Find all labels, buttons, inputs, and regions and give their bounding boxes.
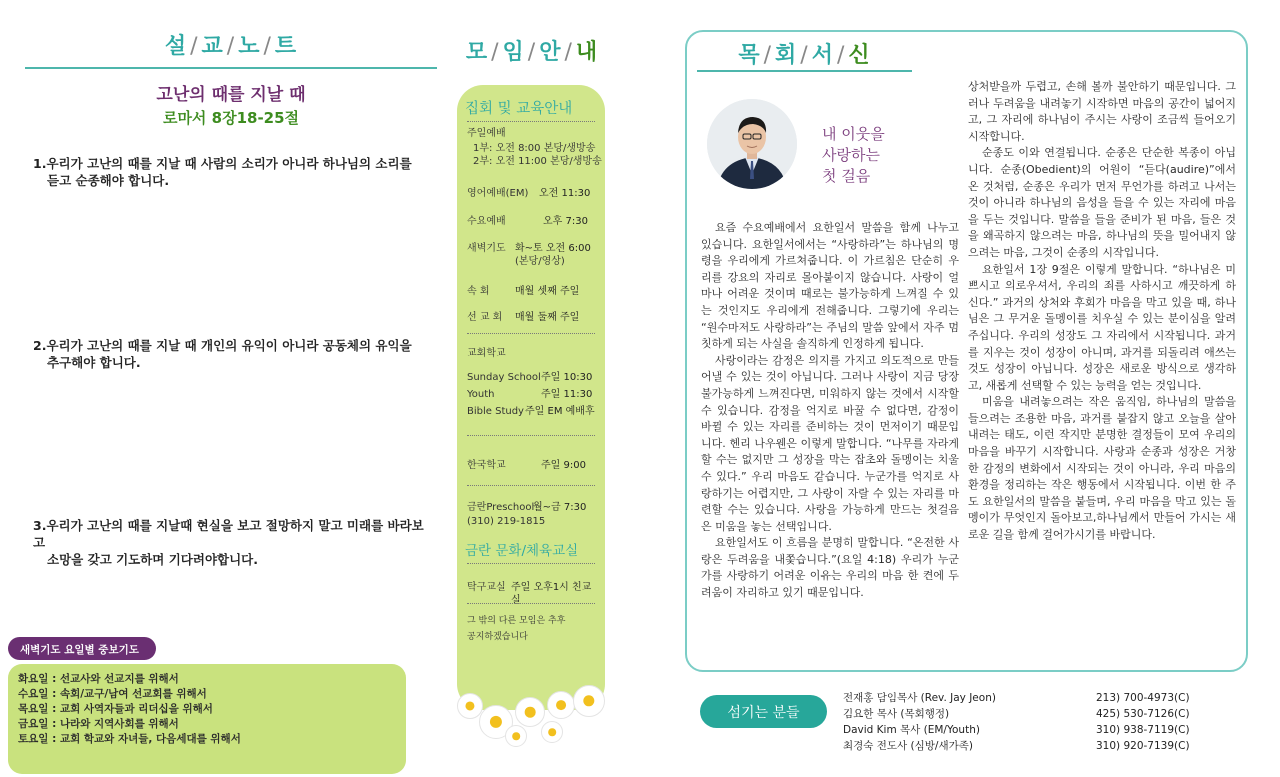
sunday-service-1: 1부: 오전 8:00 본당/생방송	[473, 143, 596, 154]
heading-char: 목	[738, 43, 761, 68]
pingpong-class: 탁구교실 주일 오후1시 친교실	[467, 582, 592, 606]
mission-society: 선 교 회 매월 둘째 주일	[467, 312, 580, 323]
sermon-notes-heading: 설 / 교 / 노 / 트	[25, 29, 437, 69]
culture-sports-title: 금란 문화/체육교실	[465, 543, 579, 559]
letter-tagline: 내 이웃을 사랑하는 첫 걸음	[822, 125, 885, 185]
heading-char: 내	[575, 40, 599, 65]
divider	[467, 563, 595, 564]
em-worship: 영어예배(EM) 오전 11:30	[467, 188, 591, 199]
wednesday-worship: 수요예배 오후 7:30	[467, 216, 588, 227]
preschool-phone: (310) 219-1815	[467, 516, 546, 527]
sunday-school: Sunday School 주일 10:30	[467, 372, 593, 383]
prayer-item: 토요일 : 교회 학교와 자녀들, 다음세대를 위해서	[18, 733, 241, 745]
divider	[467, 603, 595, 604]
heading-char: 설	[164, 34, 188, 59]
sermon-point-2: 2.우리가 고난의 때를 지날 때 개인의 유익이 아니라 공동체의 유익을 추구해야 합니다.	[33, 338, 412, 370]
letter-paragraph: 요한일서 1장 9절은 이렇게 말합니다. “하나님은 미쁘시고 의로우셔서, 우리의 죄를 사하시고 깨끗하게 하신다.” 과거의 상처와 후회가 마음을 막고 있을 때, 하나님은 그 무거운 돌멩이를 치우실 수 있는 분이심을 알려주십니다. 우리의 성장도 그 자리에서 시작됩니다. 과거를 지우는 것이 성장이 아니며, 과거를 되돌리려 애쓰는 것도 성장이 아닙니다. 성장은 새로운 방식으로 생각하고, 새롭게 선택할 수 있는 능력을 얻는 것입니다.	[968, 262, 1236, 392]
prayer-schedule-title: 새벽기도 요일별 중보기도	[8, 637, 156, 660]
servant-row: 전재홍 담임목사 (Rev. Jay Jeon) 213) 700-4973(C)	[843, 692, 1190, 704]
sermon-title: 고난의 때를 지날 때	[156, 85, 306, 105]
bible-study: Bible Study 주일 EM 예배후	[467, 406, 595, 417]
pastor-photo	[707, 99, 797, 189]
sermon-point-3: 3.우리가 고난의 때를 지날때 현실을 보고 절망하지 말고 미래를 바라보고 소망을 갖고 기도하며 기다려야합니다.	[33, 518, 424, 567]
meeting-guide-section	[455, 25, 615, 770]
prayer-item: 목요일 : 교회 사역자들과 리더십을 위해서	[18, 703, 213, 715]
pastor-letter-section	[685, 30, 1248, 672]
church-school-label: 교회학교	[467, 348, 506, 359]
meeting-guide-card	[457, 85, 605, 710]
prayer-item: 화요일 : 선교사와 선교지를 위해서	[18, 673, 179, 685]
letter-paragraph: 순종도 이와 연결됩니다. 순종은 단순한 복종이 아닙니다. 순종(Obedient)의 어원이 “듣다(audire)”에서 온 것처럼, 순종은 우리가 먼저 무언가를 하려고 나서는 것이 아니라 하나님의 음성을 들을 수 있는 자리에 마음을 두는 것입니다. 말씀을 들을 준비가 된 마음, 들은 것을 왜곡하지 않으려는 마음, 하나님의 뜻을 밀어내지 않으려는 마음, 그것이 순종의 시작입니다.	[968, 146, 1236, 259]
letter-paragraph: 사랑이라는 감정은 의지를 가지고 의도적으로 만들어낼 수 있는 것이 아닙니다. 그러나 사랑이 지금 당장 불가능하게 느껴진다면, 미워하지 않는 것에서 시작할 수 있습니다. 감정을 억지로 바꿀 수 없다면, 감정이 바뀔 수 있는 자리를 준비하는 것이 먼저이기 때문입니다. 헨리 나우웬은 이렇게 말합니다. “나무를 자라게 할 수는 없지만 그 성장을 막는 잡초와 돌멩이는 치울 수 있다.” 우리 마음도 같습니다. 누군가를 억지로 사랑하기는 어렵지만, 그 사랑이 자랄 수 있는 자리를 마련할 수는 있습니다. 사랑을 가능하게 만드는 첫걸음은 미움을 놓는 선택입니다.	[701, 353, 959, 533]
servant-row: David Kim 목사 (EM/Youth) 310) 938-7119(C)	[843, 724, 1190, 736]
heading-char: 신	[848, 43, 871, 68]
letter-body-right	[968, 79, 1236, 544]
prayer-schedule	[8, 637, 423, 770]
pastor-letter-heading: 목 / 회 / 서 / 신	[697, 38, 912, 72]
heading-char: 모	[465, 40, 489, 65]
letter-paragraph: 미움을 내려놓으려는 작은 움직임, 하나님의 말씀을 들으려는 조용한 마음, 과거를 붙잡지 않고 오늘을 살아내려는 태도, 이런 작지만 분명한 결정들이 모여 우리의 마음을 바꾸기 시작합니다. 사랑과 순종과 성장은 거창한 감정의 변화에서 시작되는 것이 아니라, 우리 마음의 환경을 정리하는 작은 행동에서 시작됩니다. 이번 한 주도 요한일서의 말씀을 붙들며, 우리 마음을 막고 있는 돌멩이가 무엇인지 돌아보고,하나님께서 만들어 가시는 새로운 길을 함께 걸어가시기를 바랍니다.	[968, 395, 1236, 542]
divider	[467, 333, 595, 334]
heading-char: 노	[238, 34, 261, 59]
sermon-point-1: 1.우리가 고난의 때를 지날 때 사람의 소리가 아니라 하나님의 소리를 듣고 순종해야 합니다.	[33, 156, 412, 188]
servant-row: 김요한 목사 (목회행정) 425) 530-7126(C)	[843, 708, 1190, 720]
worship-education-title: 집회 및 교육안내	[465, 101, 573, 117]
youth: Youth 주일 11:30	[467, 389, 593, 400]
divider	[467, 485, 595, 486]
dawn-prayer: 새벽기도 화~토 오전 6:00	[467, 243, 591, 254]
servants-label: 섬기는 분들	[700, 695, 827, 728]
class-meeting: 속 회 매월 셋째 주일	[467, 286, 580, 297]
letter-paragraph: 요즘 수요예배에서 요한일서 말씀을 함께 나누고 있습니다. 요한일서에서는 “사랑하라”는 하나님의 명령을 우리에게 가르쳐줍니다. 이 가르침은 단순히 우리를 강요의 자리로 몰아붙이지 않습니다. 사랑이 얼마나 어려운 것이며 때로는 불가능하게 느껴질 수 있는 것인지도 우리에게 전해줍니다. 그렇기에 우리는 “원수마저도 사랑하라”는 주님의 말씀 앞에서 자주 멈칫하게 되는 사실을 솔직하게 인정하게 됩니다.	[701, 221, 959, 351]
korean-school: 한국학교 주일 9:00	[467, 460, 586, 471]
notice-line-2: 공지하겠습니다	[467, 632, 528, 642]
heading-char: 안	[539, 40, 562, 65]
heading-char: 교	[201, 34, 224, 59]
meeting-guide-heading: 모 / 임 / 안 / 내	[465, 40, 599, 65]
servant-row: 최경숙 전도사 (심방/새가족) 310) 920-7139(C)	[843, 740, 1190, 752]
prayer-item: 수요일 : 속회/교구/남여 선교회를 위해서	[18, 688, 207, 700]
scripture-reference: 로마서 8장18-25절	[162, 109, 300, 127]
preschool: 금란Preschool 월~금 7:30	[467, 502, 587, 513]
heading-char: 트	[274, 34, 298, 59]
dawn-prayer-place: (본당/영상)	[515, 256, 565, 267]
sunday-worship-label: 주일예배	[467, 128, 506, 139]
divider	[467, 121, 595, 122]
prayer-schedule-box	[8, 664, 406, 774]
divider	[467, 435, 595, 436]
letter-paragraph: 요한일서도 이 흐름을 분명히 말합니다. “온전한 사랑은 두려움을 내쫓습니다.”(요일 4:18) 우리가 누군가를 사랑하기 어려운 이유는 우리의 마음 한 켠에 두려움이 자리하고 있기 때문입니다.	[701, 536, 959, 600]
notice-line-1: 그 밖의 다른 모임은 추후	[467, 616, 566, 626]
heading-char: 임	[502, 40, 525, 65]
sunday-service-2: 2부: 오전 11:00 본당/생방송	[473, 156, 602, 167]
heading-char: 회	[775, 43, 798, 68]
letter-paragraph: 상처받을까 두렵고, 손해 볼까 불안하기 때문입니다. 그러나 두려움을 내려놓기 시작하면 마음의 공간이 넓어지고, 그 자리에 하나님이 주시는 사랑이 조금씩 들어오기 시작합니다.	[968, 80, 1236, 143]
heading-char: 서	[811, 43, 834, 68]
letter-body-left	[701, 220, 959, 602]
prayer-item: 금요일 : 나라와 지역사회를 위해서	[18, 718, 179, 730]
